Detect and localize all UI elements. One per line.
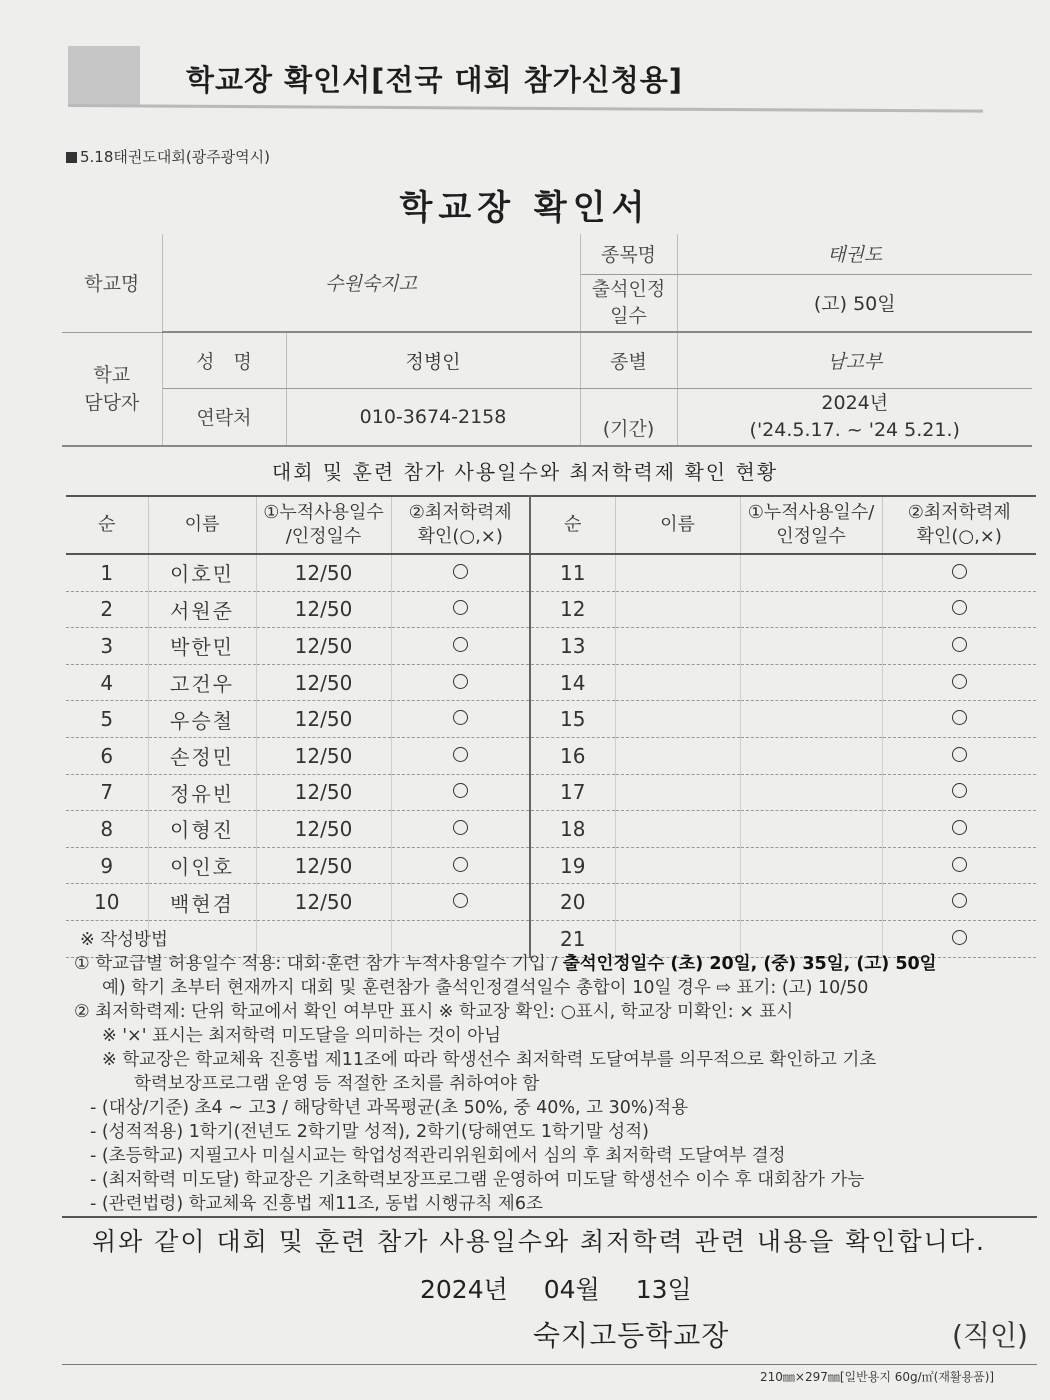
- circle-mark-icon: [952, 893, 967, 908]
- days-count: 12/50: [256, 847, 391, 884]
- row-number: 8: [66, 811, 148, 848]
- row-number: 10: [66, 884, 148, 921]
- student-name: 이인호: [148, 847, 256, 884]
- period-year: 2024년: [821, 391, 889, 414]
- table-row: [66, 664, 1036, 701]
- row-number-right: 19: [530, 847, 615, 884]
- row-number-right: 20: [530, 884, 615, 921]
- circle-mark-icon: [453, 710, 468, 725]
- circle-mark-icon: [453, 637, 468, 652]
- days-count: 12/50: [256, 664, 391, 701]
- days-count-right: [740, 554, 882, 591]
- writing-guide: [74, 928, 1040, 1216]
- row-number-right: 14: [530, 664, 615, 701]
- check-mark: [391, 554, 530, 591]
- date-day: 13일: [635, 1275, 692, 1304]
- row-number-right: 21: [530, 920, 615, 957]
- attendance-days-value: (고) 50일: [677, 274, 1032, 332]
- period-range: ('24.5.17. ~ '24 5.21.): [749, 418, 960, 441]
- days-count: 12/50: [256, 628, 391, 665]
- circle-mark-icon: [453, 820, 468, 835]
- check-mark: [391, 737, 530, 774]
- circle-mark-icon: [952, 564, 967, 579]
- row-number-right: 11: [530, 554, 615, 591]
- confirmation-statement: 위와 같이 대회 및 훈련 참가 사용일수와 최저학력 관련 내용을 확인합니다.: [92, 1227, 986, 1256]
- table-row: [66, 774, 1036, 811]
- student-name-right: [615, 737, 740, 774]
- row-number-right: 15: [530, 701, 615, 738]
- guide-note-x-mark: ※ '×' 표시는 최저학력 미도달을 의미하는 것이 아님: [102, 1026, 502, 1046]
- check-mark-right: [882, 591, 1036, 628]
- days-count-right: [740, 591, 882, 628]
- row-number: 6: [66, 737, 148, 774]
- guide-item-1: [74, 952, 1040, 976]
- days-count-right: [740, 737, 882, 774]
- date-year: 2024년: [420, 1275, 508, 1304]
- check-mark-right: [882, 884, 1036, 921]
- circle-mark-icon: [952, 710, 967, 725]
- student-name: 손정민: [148, 737, 256, 774]
- period-label: [580, 388, 677, 446]
- event-label: 5.18태권도대회(광주광역시): [80, 148, 271, 166]
- check-mark-right: [882, 701, 1036, 738]
- guide-bullet-target: - (대상/기준) 초4 ~ 고3 / 해당학년 과목평균(초 50%, 중 40%, 고 30%)적용: [90, 1098, 689, 1118]
- guide-bullet-elementary: - (초등학교) 지필고사 미실시교는 학업성적관리위원회에서 심의 후 최저학력 도달여부 결정: [90, 1146, 786, 1166]
- col-check: ②최저학력제 확인(○,×): [391, 496, 530, 554]
- circle-mark-icon: [952, 674, 967, 689]
- period-label-text: (기간): [602, 418, 655, 440]
- student-name-right: [615, 628, 740, 665]
- guide-item-1-bold: 출석인정일수 (초) 20일, (중) 35일, (고) 50일: [562, 954, 937, 974]
- check-mark: [391, 628, 530, 665]
- guide-bullet-grades: - (성적적용) 1학기(전년도 2학기말 성적), 2학기(당해연도 1학기말 성적): [90, 1122, 649, 1142]
- col-days-right: ①누적사용일수/ 인정일수: [740, 496, 882, 554]
- paper-spec: 210㎜×297㎜[일반용지 60g/㎡(재활용품)]: [760, 1370, 995, 1384]
- guide-item-2: ② 최저학력제: 단위 학교에서 확인 여부만 표시 ※ 학교장 확인: ○표시, 학교장 미확인: × 표시: [74, 1002, 794, 1022]
- student-name-right: [615, 701, 740, 738]
- col-name: 이름: [148, 496, 256, 554]
- school-manager-label: 학교 담당자: [62, 332, 162, 446]
- student-name-right: [615, 664, 740, 701]
- student-name-right: [615, 554, 740, 591]
- days-count-right: [740, 884, 882, 921]
- row-number-right: 18: [530, 811, 615, 848]
- official-seal-mark: (직인): [952, 1319, 1028, 1352]
- guide-note-principal-cont: 학력보장프로그램 운영 등 적절한 조치를 취하여야 함: [134, 1074, 540, 1094]
- event-name: [66, 146, 270, 167]
- category-label: 종별: [580, 332, 677, 388]
- row-number: 5: [66, 701, 148, 738]
- table-row: [66, 884, 1036, 921]
- row-number: 9: [66, 847, 148, 884]
- check-mark: [391, 701, 530, 738]
- col-no: 순: [66, 496, 148, 554]
- col-check-right: ②최저학력제 확인(○,×): [882, 496, 1036, 554]
- circle-mark-icon: [453, 783, 468, 798]
- check-mark: [391, 811, 530, 848]
- student-name: 이호민: [148, 554, 256, 591]
- table-row: [66, 591, 1036, 628]
- circle-mark-icon: [453, 893, 468, 908]
- table-row: [66, 811, 1036, 848]
- issue-date: [420, 1270, 728, 1306]
- bottom-divider: [62, 1364, 1037, 1365]
- circle-mark-icon: [952, 857, 967, 872]
- check-mark-right: [882, 737, 1036, 774]
- circle-mark-icon: [453, 674, 468, 689]
- guide-heading: ※ 작성방법: [80, 930, 168, 950]
- period-value: [677, 388, 1032, 446]
- principal-name: 숙지고등학교장: [533, 1319, 730, 1352]
- sport-label: 종목명: [580, 234, 677, 274]
- days-count: 12/50: [256, 591, 391, 628]
- manager-name-value: 정병인: [286, 332, 580, 388]
- document-title: 학교장 확인서: [399, 188, 651, 228]
- row-number-right: 16: [530, 737, 615, 774]
- header-underline: [68, 104, 983, 113]
- attendance-days-label: 출석인정 일수: [580, 274, 677, 332]
- student-name: 우승철: [148, 701, 256, 738]
- table-row: [66, 554, 1036, 591]
- row-number: 2: [66, 591, 148, 628]
- check-mark: [391, 591, 530, 628]
- student-name: 박한민: [148, 628, 256, 665]
- school-name-label: 학교명: [62, 234, 162, 332]
- check-mark: [391, 847, 530, 884]
- student-name: 이형진: [148, 811, 256, 848]
- table-row: [66, 628, 1036, 665]
- circle-mark-icon: [453, 857, 468, 872]
- circle-mark-icon: [453, 600, 468, 615]
- row-number-right: 17: [530, 774, 615, 811]
- row-number-right: 12: [530, 591, 615, 628]
- row-number-right: 13: [530, 628, 615, 665]
- sport-value: 태권도: [677, 234, 1032, 274]
- category-value: 남고부: [677, 332, 1032, 388]
- check-mark: [391, 884, 530, 921]
- student-name: 서원준: [148, 591, 256, 628]
- check-mark: [391, 664, 530, 701]
- days-count: 12/50: [256, 884, 391, 921]
- circle-mark-icon: [952, 747, 967, 762]
- circle-mark-icon: [453, 747, 468, 762]
- status-section-title: 대회 및 훈련 참가 사용일수와 최저학력제 확인 현황: [271, 460, 779, 484]
- col-name-right: 이름: [615, 496, 740, 554]
- circle-mark-icon: [952, 783, 967, 798]
- student-name: 정유빈: [148, 774, 256, 811]
- check-mark-right: [882, 554, 1036, 591]
- date-month: 04월: [543, 1275, 600, 1304]
- school-name-value: 수원숙지고: [162, 234, 580, 332]
- check-mark-right: [882, 811, 1036, 848]
- days-count-right: [740, 664, 882, 701]
- row-number: 1: [66, 554, 148, 591]
- student-name-right: [615, 774, 740, 811]
- row-number: 4: [66, 664, 148, 701]
- col-days: ①누적사용일수 /인정일수: [256, 496, 391, 554]
- header-gray-block: [68, 46, 140, 106]
- page-header-title: 학교장 확인서[전국 대회 참가신청용]: [186, 63, 684, 97]
- school-info-table: [62, 234, 1032, 447]
- student-list-table: [66, 495, 1036, 958]
- square-bullet-icon: [66, 152, 77, 163]
- table-row: [66, 737, 1036, 774]
- student-name-right: [615, 847, 740, 884]
- days-count: 12/50: [256, 774, 391, 811]
- check-mark-right: [882, 664, 1036, 701]
- contact-value: 010-3674-2158: [286, 388, 580, 446]
- contact-label: 연락처: [162, 388, 286, 446]
- days-count-right: [740, 811, 882, 848]
- days-count: 12/50: [256, 554, 391, 591]
- col-no-right: 순: [530, 496, 615, 554]
- circle-mark-icon: [453, 564, 468, 579]
- days-count-right: [740, 701, 882, 738]
- guide-note-principal: ※ 학교장은 학교체육 진흥법 제11조에 따라 학생선수 최저학력 도달여부를 의무적으로 확인하고 기초: [102, 1050, 877, 1070]
- circle-mark-icon: [952, 637, 967, 652]
- guide-bullet-unreached: - (최저학력 미도달) 학교장은 기초학력보장프로그램 운영하여 미도달 학생선수 이수 후 대회참가 가능: [90, 1170, 865, 1190]
- guide-item-1-text: ① 학교급별 허용일수 적용: 대회·훈련 참가 누적사용일수 기입 /: [74, 954, 563, 974]
- days-count: 12/50: [256, 737, 391, 774]
- guide-bullet-law: - (관련법령) 학교체육 진흥법 제11조, 동법 시행규칙 제6조: [90, 1194, 543, 1214]
- student-name-right: [615, 591, 740, 628]
- manager-name-label: 성 명: [162, 332, 286, 388]
- days-count: 12/50: [256, 701, 391, 738]
- circle-mark-icon: [952, 600, 967, 615]
- student-name: 백현겸: [148, 884, 256, 921]
- row-number: 3: [66, 628, 148, 665]
- table-row: [66, 847, 1036, 884]
- student-name: 고건우: [148, 664, 256, 701]
- check-mark-right: [882, 628, 1036, 665]
- guide-item-1-example: 예) 학기 초부터 현재까지 대회 및 훈련참가 출석인정결석일수 총합이 10일 경우 ⇨ 표기: (고) 10/50: [102, 978, 869, 998]
- circle-mark-icon: [952, 820, 967, 835]
- check-mark-right: [882, 847, 1036, 884]
- check-mark: [391, 774, 530, 811]
- days-count-right: [740, 847, 882, 884]
- student-name-right: [615, 811, 740, 848]
- days-count: 12/50: [256, 811, 391, 848]
- check-mark-right: [882, 774, 1036, 811]
- table-row: [66, 701, 1036, 738]
- days-count-right: [740, 628, 882, 665]
- days-count-right: [740, 774, 882, 811]
- row-number: 7: [66, 774, 148, 811]
- divider: [62, 1216, 1037, 1218]
- student-name-right: [615, 884, 740, 921]
